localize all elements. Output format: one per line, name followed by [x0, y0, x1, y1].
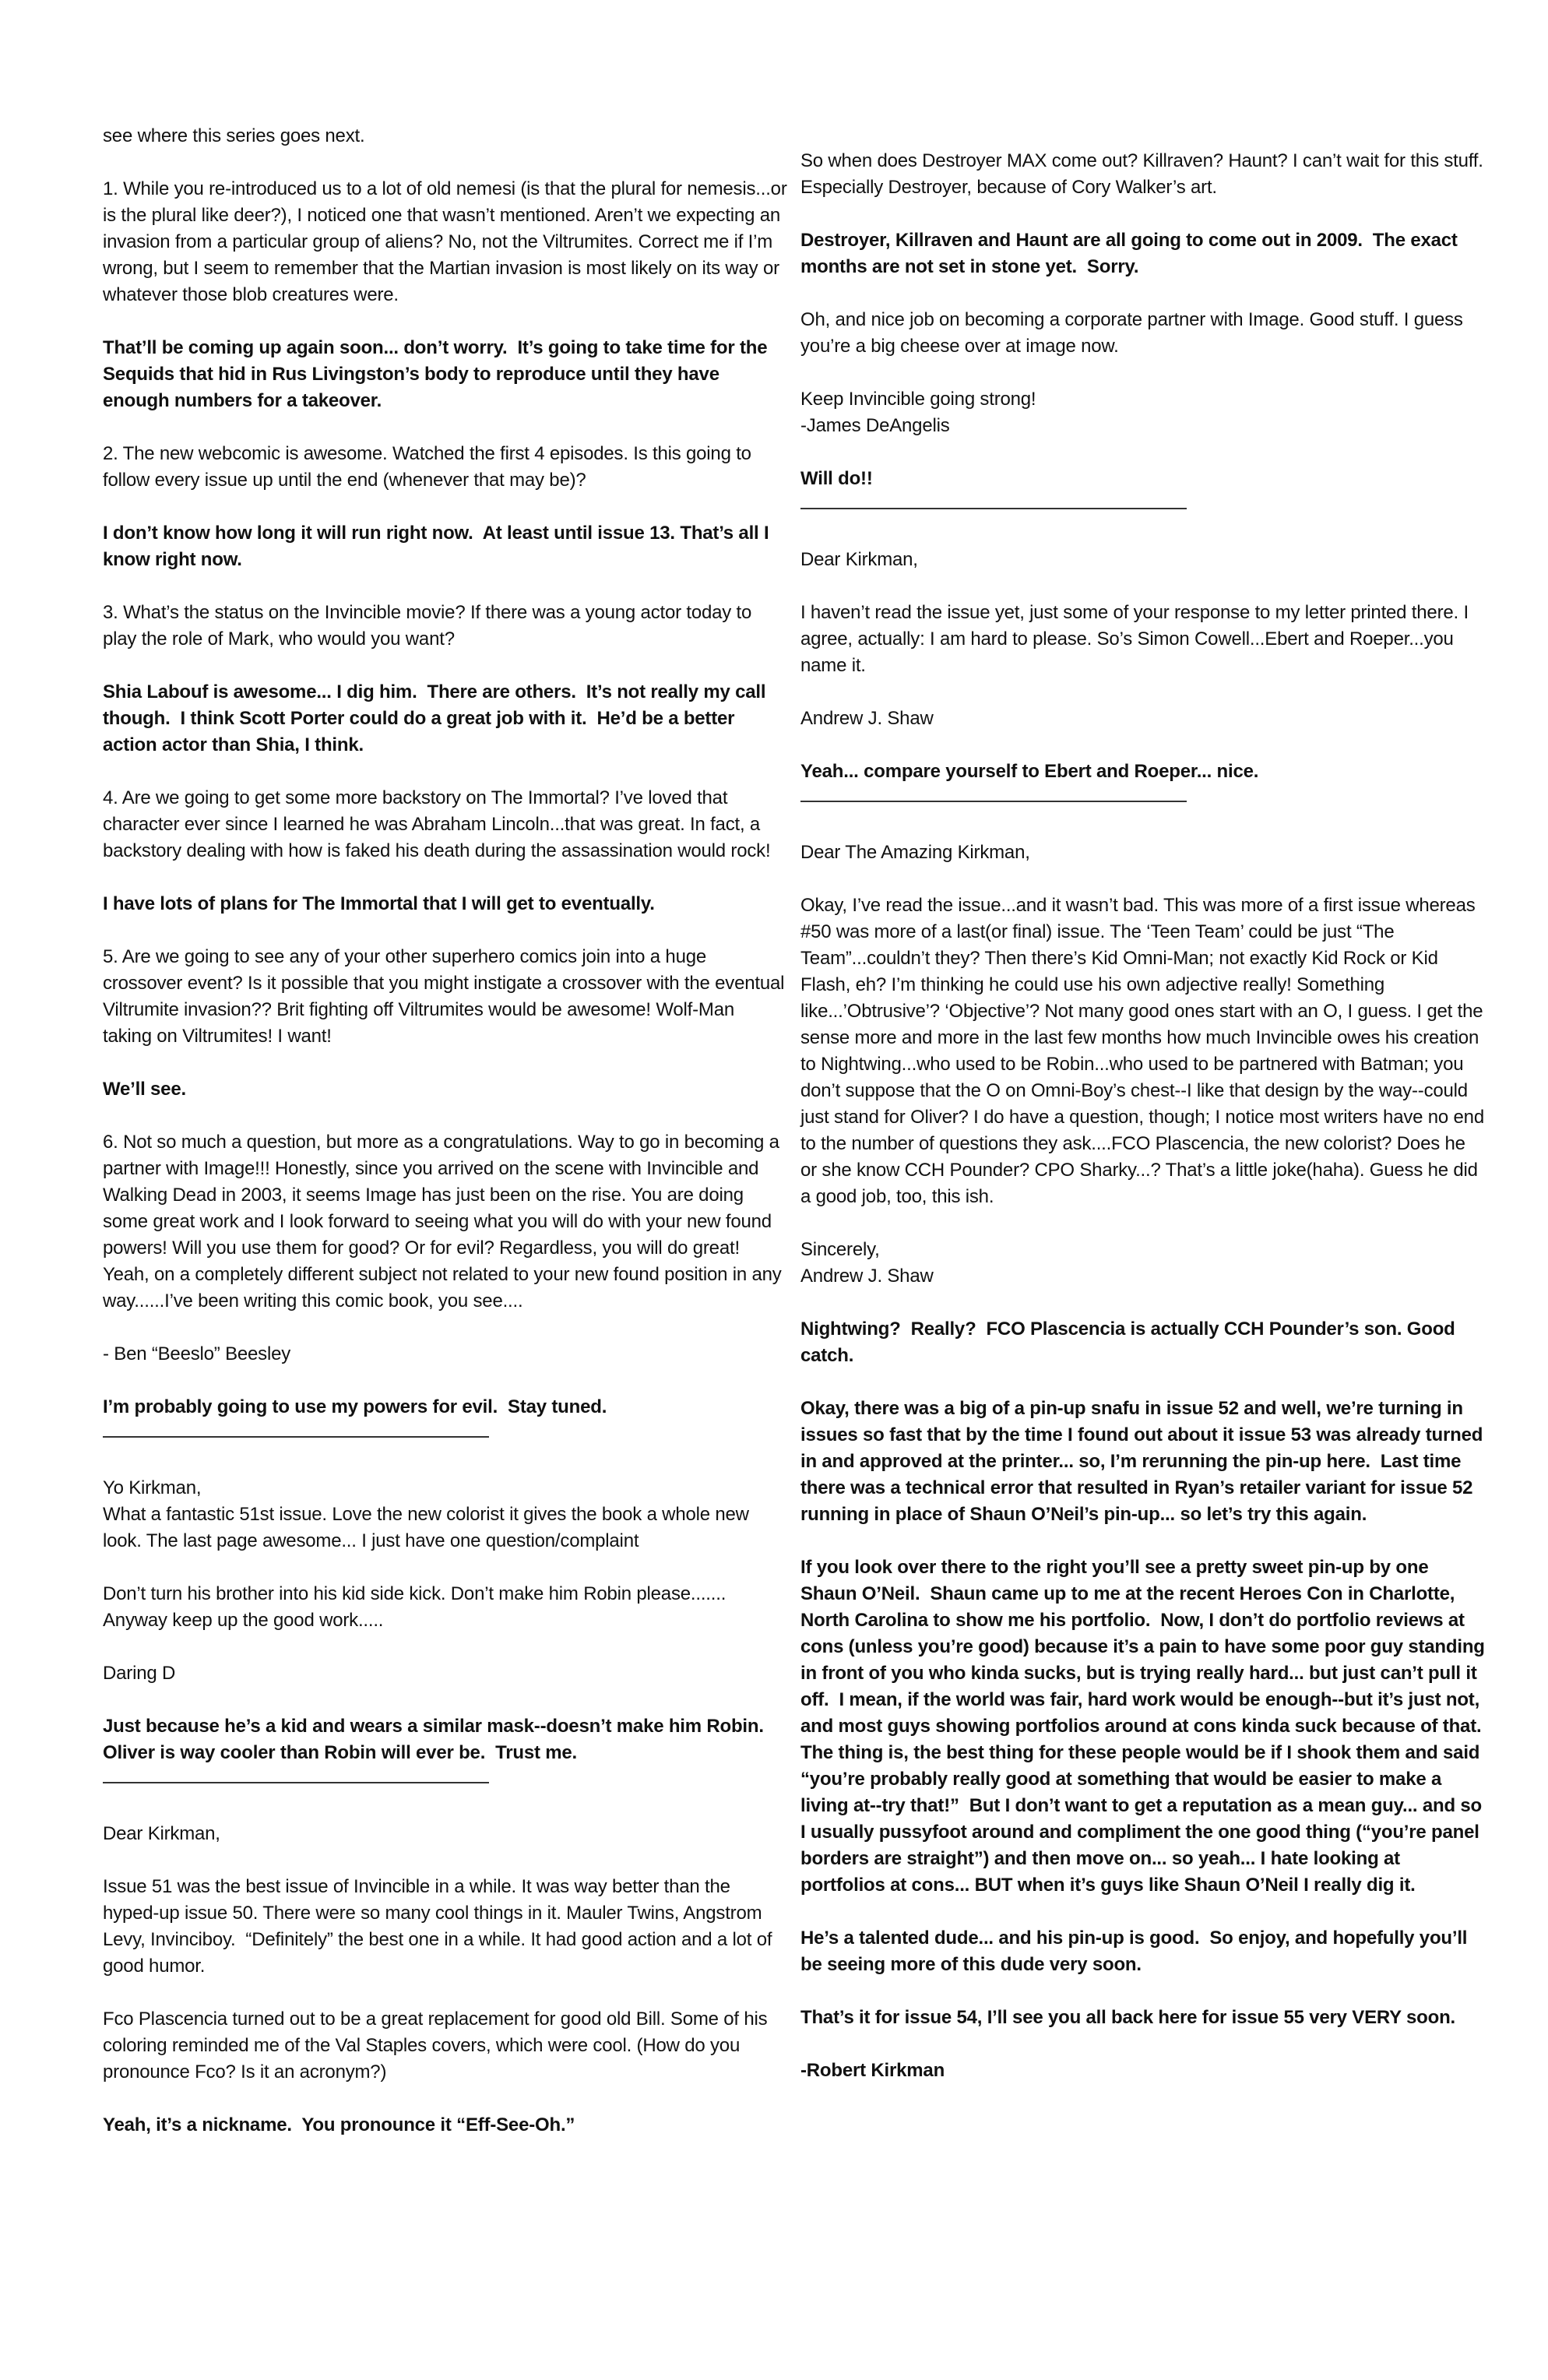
right-column	[800, 0, 1492, 2111]
letter-paragraph: Keep Invincible going strong!	[800, 389, 1036, 410]
editor-reply-paragraph: If you look over there to the right you’ll see a pretty sweet pin-up by one Shaun O’Neil. Shaun came up to me at the recent Heroes Con in Charlotte, North Carolina to show me his portfolio. Now, I don’t do portfolio reviews at cons (unless you’re good) because it’s a pain to have some poor guy standing in front of you who kinda sucks, but is trying really hard... but just can’t pull it off. I mean, if the world was fair, hard work would be enough--but it’s just not, and most guys showing portfolios around at cons kinda suck because of that. The thing is, the best thing for these people would be if I shook them and said “you’re probably really good at something that would be easier to make a living at--try that!” But I don’t want to get a reputation as a mean guy... and so I usually pussyfoot around and compliment the one good thing (“you’re panel borders are straight”) and then move on... so yeah... I hate looking at portfolios at cons... BUT when it’s guys like Shaun O’Neil I really dig it.	[800, 1557, 1492, 1896]
letter-paragraph: Andrew J. Shaw	[800, 708, 934, 729]
editor-reply-paragraph: Yeah, it’s a nickname. You pronounce it “Eff-See-Oh.”	[103, 2114, 575, 2135]
letter-paragraph: What a fantastic 51st issue. Love the new colorist it gives the book a whole new look. The last page awesome... I just have one question/complaint	[103, 1504, 755, 1551]
letter-paragraph: 4. Are we going to get some more backstory on The Immortal? I’ve loved that character ever since I learned he was Abraham Lincoln...that was great. In fact, a backstory dealing with how is faked his death during the assassination would rock!	[103, 787, 771, 861]
letter-paragraph: 3. What’s the status on the Invincible movie? If there was a young actor today to play the role of Mark, who would you want?	[103, 602, 757, 650]
letter-paragraph: Daring D	[103, 1663, 176, 1684]
letter-paragraph: see where this series goes next.	[103, 125, 365, 146]
letter-paragraph: Anyway keep up the good work.....	[103, 1610, 384, 1631]
section-divider	[103, 1782, 489, 1783]
letter-paragraph: Issue 51 was the best issue of Invincible in a while. It was way better than the hyped-up issue 50. There were so many cool things in it. Mauler Twins, Angstrom Levy, Invinciboy. “Definitely” the best one in a while. It had good action and a lot of good humor.	[103, 1876, 777, 1977]
letter-paragraph: Dear Kirkman,	[800, 549, 918, 570]
editor-reply-paragraph: Shia Labouf is awesome... I dig him. There are others. It’s not really my call though. I think Scott Porter could do a great job with it. He’d be a better action actor than Shia, I think.	[103, 681, 771, 755]
letter-paragraph: 6. Not so much a question, but more as a congratulations. Way to go in becoming a partner with Image!!! Honestly, since you arrived on the scene with Invincible and Walking Dead in 2003, it seems Image has just been on the rise. You are doing some great work and I look forward to seeing what you will do with your new found powers! Will you use them for good? Or for evil? Regardless, you will do great! Yeah, on a completely different subject not related to your new found position in any way......I’ve been writing this comic book, you see....	[103, 1132, 787, 1311]
letter-paragraph: 2. The new webcomic is awesome. Watched the first 4 episodes. Is this going to follow every issue up until the end (whenever that may be)?	[103, 443, 757, 491]
editor-reply-paragraph: We’ll see.	[103, 1079, 186, 1100]
letter-paragraph: Andrew J. Shaw	[800, 1266, 934, 1287]
editor-reply-paragraph: -Robert Kirkman	[800, 2060, 945, 2081]
editor-reply-paragraph: I have lots of plans for The Immortal that I will get to eventually.	[103, 893, 655, 914]
letter-paragraph: Don’t turn his brother into his kid side kick. Don’t make him Robin please.......	[103, 1583, 727, 1604]
editor-reply-paragraph: Yeah... compare yourself to Ebert and Roeper... nice.	[800, 761, 1259, 782]
editor-reply-paragraph: That’ll be coming up again soon... don’t worry. It’s going to take time for the Sequids that hid in Rus Livingston’s body to reproduce until they have enough numbers for a takeover.	[103, 337, 772, 411]
letter-paragraph: Oh, and nice job on becoming a corporate partner with Image. Good stuff. I guess you’re a big cheese over at image now.	[800, 309, 1469, 357]
editor-reply-paragraph: Nightwing? Really? FCO Plascencia is actually CCH Pounder’s son. Good catch.	[800, 1319, 1461, 1366]
editor-reply-paragraph: I don’t know how long it will run right now. At least until issue 13. That’s all I know right now.	[103, 523, 774, 570]
section-divider	[800, 801, 1187, 802]
editor-reply-paragraph: Okay, there was a big of a pin-up snafu in issue 52 and well, we’re turning in issues so fast that by the time I found out about it issue 53 was already turned in and approved at the printer... so, I’m rerunning the pin-up here. Last time there was a technical error that resulted in Ryan’s retailer variant for issue 52 running in place of Shaun O’Neil’s pin-up... so let’s try this again.	[800, 1398, 1488, 1525]
section-divider	[103, 1436, 489, 1438]
editor-reply-paragraph: Just because he’s a kid and wears a similar mask--doesn’t make him Robin. Oliver is way cooler than Robin will ever be. Trust me.	[103, 1716, 774, 1763]
letter-paragraph: Dear The Amazing Kirkman,	[800, 842, 1030, 863]
editor-reply-paragraph: That’s it for issue 54, I’ll see you all back here for issue 55 very VERY soon.	[800, 2007, 1455, 2028]
section-divider	[800, 508, 1187, 509]
editor-reply-paragraph: Destroyer, Killraven and Haunt are all going to come out in 2009. The exact months are not set in stone yet. Sorry.	[800, 230, 1463, 277]
editor-reply-paragraph: Will do!!	[800, 468, 873, 489]
letter-paragraph: Okay, I’ve read the issue...and it wasn’t bad. This was more of a first issue whereas #50 was more of a last(or final) issue. The ‘Teen Team’ could be just “The Team”...couldn’t they? Then there’s Kid Omni-Man; not exactly Kid Rock or Kid Flash, eh? I’m thinking he could use his own adjective really! Something like...’Obtrusive’? ‘Objective’? Not many good ones start with an O, I guess. I get the sense more and more in the last few months how much Invincible owes his creation to Nightwing...who used to be Robin...who used to be partnered with Batman; you don’t suppose that the O on Omni-Boy’s chest--I like that design by the way--could just stand for Oliver? I do have a question, though; I notice most writers have no end to the number of questions they ask....FCO Plascencia, the new colorist? Does he or she know CCH Pounder? CPO Sharky...? That’s a little joke(haha). Guess he did a good job, too, this ish.	[800, 895, 1490, 1207]
letter-paragraph: 1. While you re-introduced us to a lot of old nemesi (is that the plural for nemesis...or is the plural like deer?), I noticed one that wasn’t mentioned. Aren’t we expecting an invasion from a particular group of aliens? No, not the Viltrumites. Correct me if I’m wrong, but I seem to remember that the Martian invasion is most likely on its way or whatever those blob creatures were.	[103, 178, 793, 305]
editor-reply-paragraph: He’s a talented dude... and his pin-up is good. So enjoy, and hopefully you’ll be seeing more of this dude very soon.	[800, 1928, 1472, 1975]
letter-paragraph: - Ben “Beeslo” Beesley	[103, 1343, 291, 1364]
letter-paragraph: Sincerely,	[800, 1239, 880, 1260]
letter-paragraph: Dear Kirkman,	[103, 1823, 220, 1844]
editor-reply-paragraph: I’m probably going to use my powers for evil. Stay tuned.	[103, 1396, 607, 1417]
letter-paragraph: Fco Plascencia turned out to be a great replacement for good old Bill. Some of his coloring reminded me of the Val Staples covers, which were cool. (How do you pronounce Fco? Is it an acronym?)	[103, 2009, 772, 2082]
left-column	[103, 0, 793, 2165]
letter-paragraph: Yo Kirkman,	[103, 1477, 202, 1498]
letter-paragraph: 5. Are we going to see any of your other superhero comics join into a huge crossover event? Is it possible that you might instigate a crossover with the eventual Viltrumite invasion?? Brit fighting off Viltrumites would be awesome! Wolf-Man taking on Viltrumites! I want!	[103, 946, 790, 1047]
letter-paragraph: I haven’t read the issue yet, just some of your response to my letter printed there. I agree, actually: I am hard to please. So’s Simon Cowell...Ebert and Roeper...you name it.	[800, 602, 1474, 676]
letter-paragraph: -James DeAngelis	[800, 415, 950, 436]
letter-paragraph: So when does Destroyer MAX come out? Killraven? Haunt? I can’t wait for this stuff. Especially Destroyer, because of Cory Walker’s art.	[800, 150, 1489, 198]
